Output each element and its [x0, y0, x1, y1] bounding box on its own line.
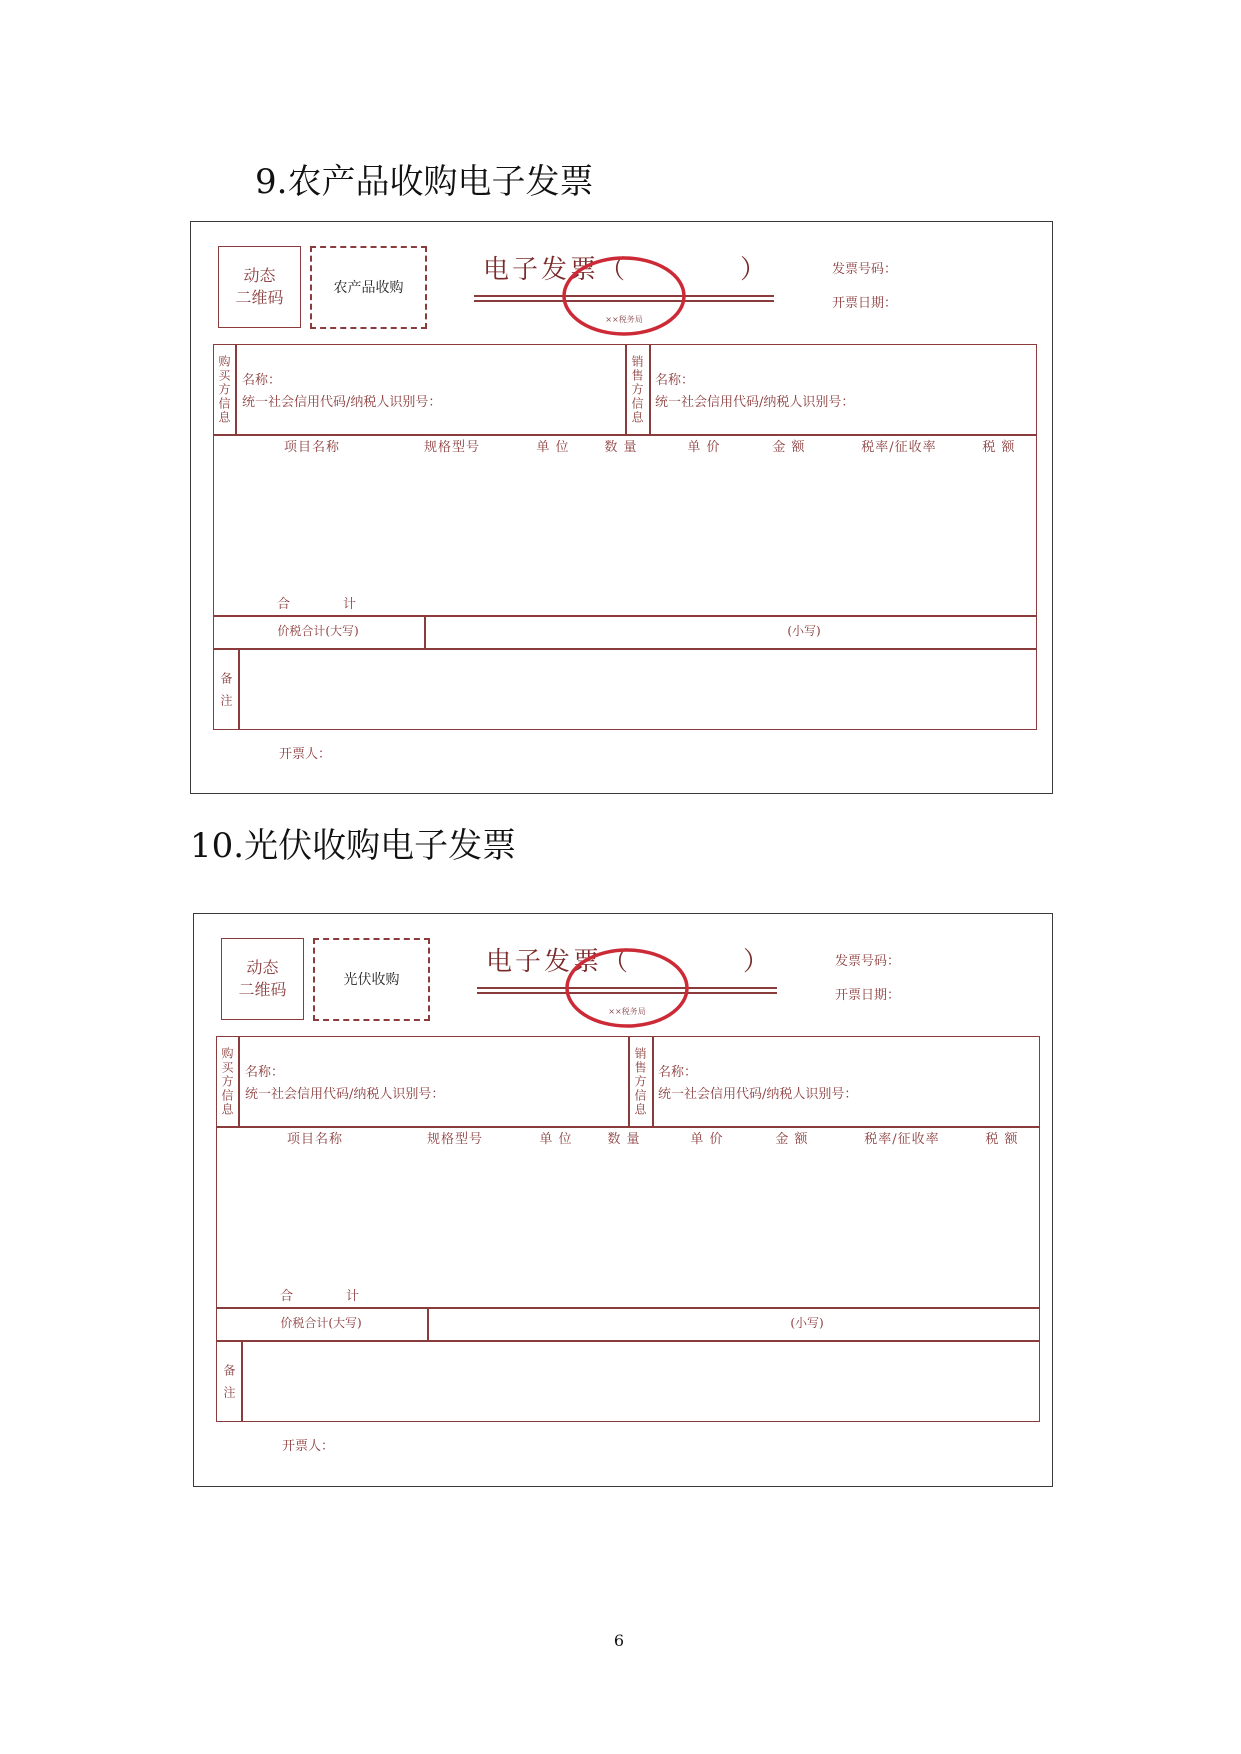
- table-rule: [217, 1126, 1039, 1128]
- table-rule: [217, 1340, 1039, 1342]
- invoice-type-label: 农产品收购: [333, 279, 404, 296]
- buyer-section-label: 购买方信息: [217, 355, 231, 425]
- invoice-form: [190, 221, 1053, 794]
- table-rule: [241, 1340, 243, 1422]
- buyer-tax-id-label: 统一社会信用代码/纳税人识别号：: [245, 1087, 445, 1102]
- tax-bureau-seal: [560, 254, 688, 338]
- issue-date-label: 开票日期：: [832, 296, 898, 311]
- invoice-title: 电子发票（: [483, 255, 629, 285]
- section-heading: 10.光伏收购电子发票: [190, 826, 517, 866]
- invoice-number-label: 发票号码：: [832, 262, 898, 277]
- buyer-section-label: 购买方信息: [220, 1047, 234, 1117]
- dynamic-qr-code-placeholder: [221, 938, 304, 1020]
- remarks-label: 备注: [219, 672, 233, 716]
- seller-section-label: 销售方信息: [633, 1047, 647, 1117]
- section-heading: 9.农产品收购电子发票: [255, 162, 594, 202]
- table-rule: [427, 1307, 429, 1340]
- column-header-item-name: 项目名称: [286, 1132, 344, 1147]
- column-header-unit-price: 单 价: [687, 440, 721, 455]
- buyer-name-label: 名称：: [242, 373, 282, 388]
- issuer-label: 开票人：: [282, 1439, 335, 1454]
- column-header-spec: 规格型号: [423, 440, 481, 455]
- invoice-table: [213, 344, 1037, 730]
- column-header-amount: 金 额: [775, 1132, 809, 1147]
- seal-text: ××税务局: [605, 315, 643, 324]
- table-rule: [652, 1037, 654, 1126]
- column-header-quantity: 数 量: [604, 440, 638, 455]
- column-header-unit: 单 位: [539, 1132, 573, 1147]
- qr-label-line2: 二维码: [235, 288, 284, 307]
- column-header-tax-rate: 税率/征收率: [861, 440, 937, 455]
- page-number: 6: [613, 1631, 625, 1650]
- seller-section-label: 销售方信息: [630, 355, 644, 425]
- total-in-words-label: 价税合计(大写): [280, 1316, 362, 1330]
- qr-label-line2: 二维码: [238, 980, 287, 999]
- table-rule: [424, 615, 426, 648]
- table-rule: [238, 648, 240, 730]
- column-header-amount: 金 额: [772, 440, 806, 455]
- table-rule: [628, 1037, 630, 1126]
- table-rule: [649, 345, 651, 434]
- invoice-type-badge: [313, 938, 430, 1021]
- buyer-name-label: 名称：: [245, 1065, 285, 1080]
- remarks-label: 备注: [222, 1364, 236, 1408]
- table-rule: [214, 648, 1036, 650]
- table-rule: [625, 345, 627, 434]
- dynamic-qr-code-placeholder: [218, 246, 301, 328]
- issuer-label: 开票人：: [279, 747, 332, 762]
- qr-label-line1: 动态: [246, 958, 279, 977]
- seal-text: ××税务局: [608, 1007, 646, 1016]
- column-header-tax-amount: 税 额: [985, 1132, 1019, 1147]
- seller-tax-id-label: 统一社会信用代码/纳税人识别号：: [658, 1087, 858, 1102]
- invoice-form: [193, 913, 1053, 1487]
- total-in-words-label: 价税合计(大写): [277, 624, 359, 638]
- tax-bureau-seal: [563, 946, 691, 1030]
- subtotal-label: 合计: [280, 1289, 413, 1304]
- table-rule: [238, 1037, 240, 1126]
- column-header-item-name: 项目名称: [283, 440, 341, 455]
- buyer-tax-id-label: 统一社会信用代码/纳税人识别号：: [242, 395, 442, 410]
- invoice-title: 电子发票（: [486, 947, 632, 977]
- column-header-unit-price: 单 价: [690, 1132, 724, 1147]
- column-header-tax-amount: 税 额: [982, 440, 1016, 455]
- seller-name-label: 名称：: [655, 373, 695, 388]
- invoice-title-close-paren: ）: [743, 947, 770, 977]
- invoice-table: [216, 1036, 1040, 1422]
- invoice-title-close-paren: ）: [740, 255, 767, 285]
- issue-date-label: 开票日期：: [835, 988, 901, 1003]
- total-in-figures-label: (小写): [787, 624, 821, 638]
- table-rule: [235, 345, 237, 434]
- table-rule: [214, 434, 1036, 436]
- column-header-quantity: 数 量: [607, 1132, 641, 1147]
- seller-tax-id-label: 统一社会信用代码/纳税人识别号：: [655, 395, 855, 410]
- column-header-unit: 单 位: [536, 440, 570, 455]
- column-header-tax-rate: 税率/征收率: [864, 1132, 940, 1147]
- invoice-type-label: 光伏收购: [343, 971, 400, 988]
- seller-name-label: 名称：: [658, 1065, 698, 1080]
- table-rule: [217, 1307, 1039, 1309]
- subtotal-label: 合计: [277, 597, 410, 612]
- invoice-number-label: 发票号码：: [835, 954, 901, 969]
- total-in-figures-label: (小写): [790, 1316, 824, 1330]
- table-rule: [214, 615, 1036, 617]
- column-header-spec: 规格型号: [426, 1132, 484, 1147]
- invoice-type-badge: [310, 246, 427, 329]
- qr-label-line1: 动态: [243, 266, 276, 285]
